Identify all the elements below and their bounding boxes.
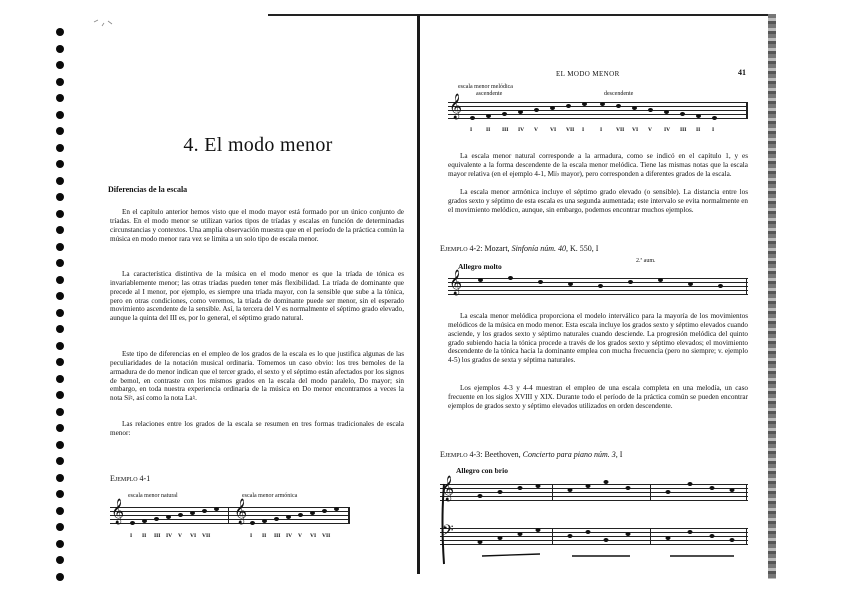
binder-hole xyxy=(56,408,64,416)
running-head: EL MODO MENOR xyxy=(556,70,620,78)
binder-hole xyxy=(56,540,64,548)
scale-label-descending: descendente xyxy=(604,91,634,97)
degree-label: V xyxy=(534,127,538,133)
catalog-number: I xyxy=(619,450,623,459)
tempo-marking: Allegro molto xyxy=(458,262,502,271)
degree-label: VII xyxy=(566,127,575,133)
degree-label: V xyxy=(648,127,652,133)
binder-hole xyxy=(56,474,64,482)
degree-label: VII xyxy=(202,533,211,539)
right-paragraph-4: Los ejemplos 4-3 y 4-4 muestran el empleo de una escala completa en una melodía, un caso frecuente en los siglos XVIII y XIX. Durante todo el período de la práctica común se pueden encontrar ejemplos de grados sexto y séptimo elevados utilizados en orden descendente. xyxy=(448,384,748,410)
treble-clef-icon: 𝄞 xyxy=(449,93,463,118)
binder-hole xyxy=(56,441,64,449)
melodic-scale-staff xyxy=(448,80,748,140)
work-title: Concierto para piano núm. 3, xyxy=(522,450,618,459)
right-paragraph-2: La escala menor armónica incluye el séptimo grado elevado (o sensible). La distancia entre los grados sexto y séptimo de esta escala es una segunda aumentada; este intervalo se evita normalmente en el movimiento melódico, aunque, sin embargo, podemos encontrar muchos ejemplos. xyxy=(448,188,748,214)
example-4-1-title: Ejemplo 4-1 xyxy=(110,474,151,483)
degree-label: IV xyxy=(166,533,173,539)
degree-label: II xyxy=(142,533,147,539)
example-4-3-score xyxy=(440,466,748,578)
catalog-number: K. 550, I xyxy=(570,244,599,253)
page-top-rule xyxy=(268,14,768,16)
section-heading: Diferencias de la escala xyxy=(108,185,188,194)
treble-clef-icon: 𝄞 xyxy=(449,269,463,294)
example-label: Ejemplo 4-2: xyxy=(440,244,483,253)
binder-hole xyxy=(56,144,64,152)
scale-label-harmonic: escala menor armónica xyxy=(242,493,298,499)
bass-clef-icon: 𝄢 xyxy=(442,522,454,542)
binder-hole xyxy=(56,111,64,119)
example-4-1-staff xyxy=(110,493,350,548)
degree-label: I xyxy=(582,127,585,133)
binder-hole xyxy=(56,259,64,267)
degree-label: II xyxy=(262,533,267,539)
tempo-marking: Allegro con brio xyxy=(456,466,508,475)
scan-smudge xyxy=(92,18,116,32)
book-gutter xyxy=(413,14,425,574)
binder-hole xyxy=(56,342,64,350)
degree-label: VI xyxy=(632,127,639,133)
binder-hole xyxy=(56,276,64,284)
binder-holes xyxy=(56,28,66,588)
degree-label: VI xyxy=(310,533,317,539)
binder-hole xyxy=(56,490,64,498)
treble-clef-icon: 𝄞 xyxy=(441,475,455,500)
binder-hole xyxy=(56,309,64,317)
degree-label: IV xyxy=(664,127,671,133)
degree-label: I xyxy=(600,127,603,133)
binder-hole xyxy=(56,424,64,432)
binder-hole xyxy=(56,177,64,185)
binder-hole xyxy=(56,457,64,465)
degree-label: III xyxy=(502,127,509,133)
left-paragraph-2: La característica distintiva de la música en el modo menor es que la tríada de tónica es invariablemente menor; las otras tríadas pueden tener más flexibilidad. La tríada de dominante que precede al I menor, por ejemplo, es siempre una tríada mayor, con la sensible que sube a la tónica, pero en otras condiciones, como veremos, la tríada de dominante puede ser menor, sin el esperado movimiento ascendente de la sensible. Así, la tercera del V es normalmente el séptimo grado elevado, aunque la quinta del III es, por lo general, el séptimo grado natural. xyxy=(110,270,404,323)
treble-clef-icon: 𝄞 xyxy=(234,498,248,523)
binder-hole xyxy=(56,193,64,201)
binder-hole xyxy=(56,292,64,300)
degree-label: I xyxy=(130,533,133,539)
example-4-2-staff xyxy=(448,258,748,302)
degree-label: I xyxy=(250,533,253,539)
binder-hole xyxy=(56,28,64,36)
scale-label-melodic: escala menor melódica xyxy=(458,84,513,90)
binder-hole xyxy=(56,375,64,383)
degree-label: III xyxy=(274,533,281,539)
degree-label: I xyxy=(470,127,473,133)
binder-hole xyxy=(56,160,64,168)
score-notation xyxy=(440,480,748,578)
scale-label-natural: escala menor natural xyxy=(128,493,178,499)
staff-lines xyxy=(110,498,350,525)
binder-hole xyxy=(56,243,64,251)
degree-label: IV xyxy=(518,127,525,133)
scale-label-ascending: ascendente xyxy=(476,91,503,97)
binder-hole xyxy=(56,127,64,135)
degree-label: VI xyxy=(190,533,197,539)
degree-label: V xyxy=(178,533,182,539)
right-paragraph-1: La escala menor natural corresponde a la armadura, como se indicó en el capítulo 1, y es equivalente a la forma descendente de la escala menor melódica. Tiene las mismas notas que la escala mayor relativa (en el ejemplo 4-1, Mi♭ mayor), pero corresponden a diferentes grados de la escala. xyxy=(448,152,748,178)
binder-hole xyxy=(56,78,64,86)
degree-label: II xyxy=(486,127,491,133)
degree-label: VII xyxy=(616,127,625,133)
binder-hole xyxy=(56,210,64,218)
binder-hole xyxy=(56,94,64,102)
degree-label: VII xyxy=(322,533,331,539)
composer: Beethoven, xyxy=(484,450,521,459)
example-4-2-title xyxy=(440,244,598,253)
left-paragraph-3: Este tipo de diferencias en el empleo de los grados de la escala es lo que justifica algunas de las peculiaridades de la notación musical ordinaria. Tomemos un caso obvio: los tres bemoles de la armadura de do menor indican que el tercer grado, el sexto y el séptimo están afectados por los signos de bemol, en contraste con los mismos grados en la escala del modo paralelo, Do mayor; sin embargo, en toda nuestra experiencia ordinaria de la música en Do menor encontramos a veces la nota Si♮, así como la nota La♮. xyxy=(110,350,404,403)
degree-label: III xyxy=(680,127,687,133)
chapter-title: 4. El modo menor xyxy=(183,134,333,156)
binder-hole xyxy=(56,61,64,69)
binder-hole xyxy=(56,391,64,399)
degree-label: III xyxy=(154,533,161,539)
page-edge xyxy=(768,14,776,579)
page-number: 41 xyxy=(738,68,746,77)
binder-hole xyxy=(56,358,64,366)
interval-annotation: 2.ª aum. xyxy=(636,258,656,264)
binder-hole xyxy=(56,523,64,531)
treble-clef-icon: 𝄞 xyxy=(111,498,125,523)
example-label: Ejemplo 4-3: xyxy=(440,450,483,459)
composer: Mozart, xyxy=(484,244,510,253)
binder-hole xyxy=(56,45,64,53)
binder-hole xyxy=(56,556,64,564)
degree-label: I xyxy=(712,127,715,133)
degree-label: VI xyxy=(550,127,557,133)
degree-label: V xyxy=(298,533,302,539)
example-4-3-title xyxy=(440,450,622,459)
degree-label: II xyxy=(696,127,701,133)
work-title: Sinfonía núm. 40, xyxy=(511,244,569,253)
binder-hole xyxy=(56,226,64,234)
binder-hole xyxy=(56,573,64,581)
right-paragraph-3: La escala menor melódica proporciona el modelo interválico para la mayoría de los movimientos melódicos de la música en modo menor. Esta escala incluye los grados sexto y séptimo elevados cuando asciende, y los grados sexto y séptimo naturales cuando desciende. La progresión melódica del quinto grado subiendo hacia la tónica procede a través de los grados sexto y séptimo elevados; el movimiento descendente de la tónica hacia la dominante emplea con mucha frecuencia (pero no siempre; v. ejemplo 4-5) los grados de sexta y séptima naturales. xyxy=(448,312,748,365)
left-paragraph-1: En el capítulo anterior hemos visto que el modo mayor está formado por un único conjunto de tríadas. En el modo menor se utilizan varios tipos de tríadas y escalas en función de determinadas circunstancias y contextos. Una amplia observación muestra que en el período de la práctica común la música en modo menor rara vez se limita a un solo tipo de escala menor. xyxy=(110,208,404,243)
degree-label: IV xyxy=(286,533,293,539)
binder-hole xyxy=(56,325,64,333)
left-paragraph-4: Las relaciones entre los grados de la escala se resumen en tres formas tradicionales de escala menor: xyxy=(110,420,404,437)
binder-hole xyxy=(56,507,64,515)
